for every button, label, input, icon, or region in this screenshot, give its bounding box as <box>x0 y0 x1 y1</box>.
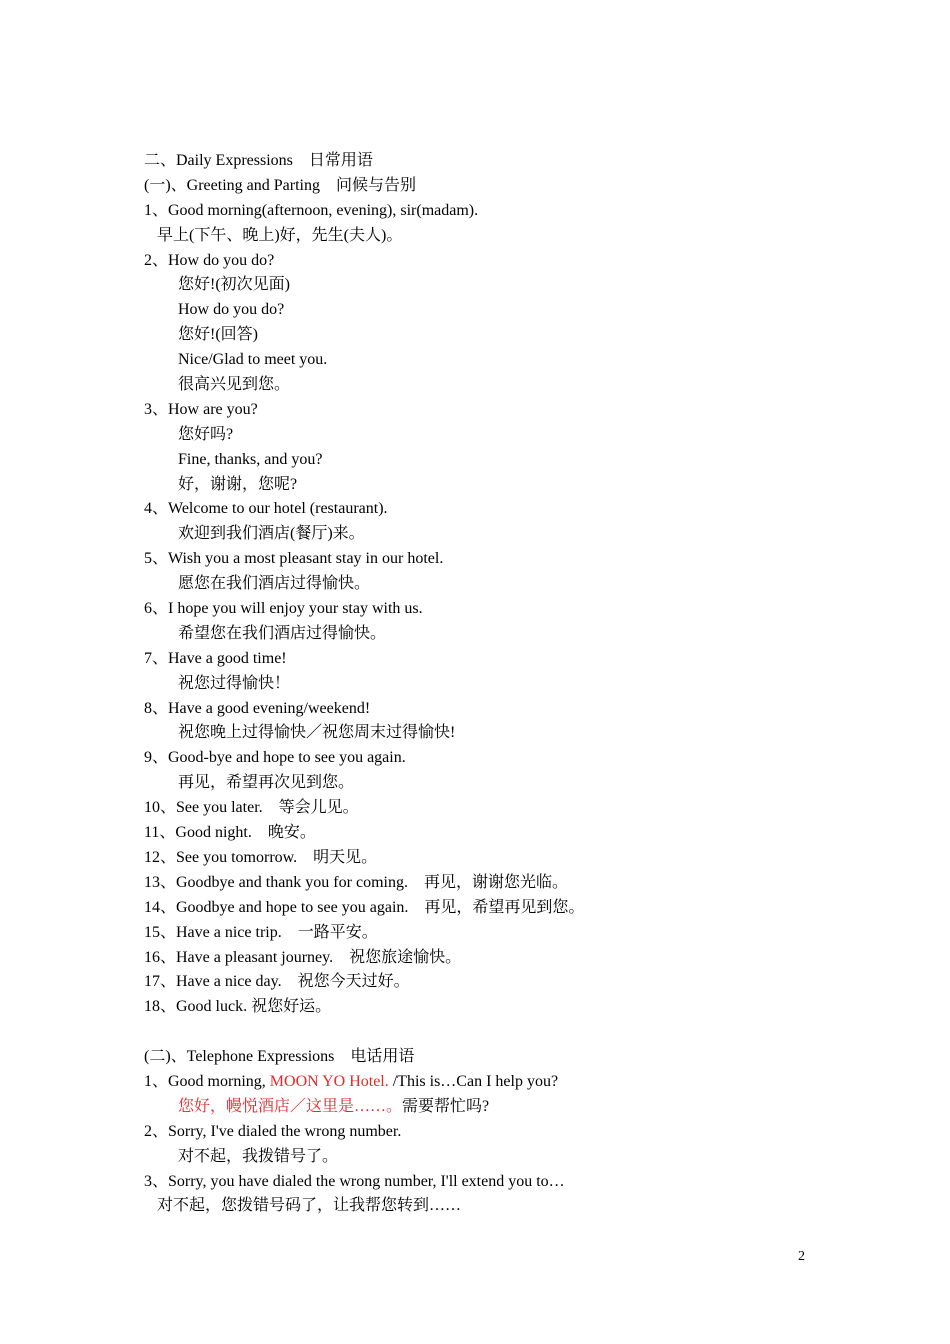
greeting-suffix: /This is…Can I help you? <box>388 1072 559 1090</box>
expression-chinese: 您好吗? <box>178 425 234 443</box>
subsection-heading: (一)、Greeting and Parting 问候与告别 <box>144 176 416 194</box>
expression-chinese: 您好!(回答) <box>178 326 258 344</box>
expression-chinese: 祝您晚上过得愉快／祝您周末过得愉快! <box>178 724 456 742</box>
expression-chinese: 您好!(初次见面) <box>178 276 290 294</box>
expression-english: 3、How are you? <box>144 400 258 418</box>
expression-line: 11、Good night. 晚安。 <box>144 824 316 842</box>
expression-english: 2、How do you do? <box>144 251 275 269</box>
expression-line: 12、See you tomorrow. 明天见。 <box>144 848 378 866</box>
expression-chinese: 欢迎到我们酒店(餐厅)来。 <box>178 525 365 543</box>
expression-line: 13、Goodbye and thank you for coming. 再见，谢谢您光临。 <box>144 873 568 891</box>
expression-chinese: 很高兴见到您。 <box>178 376 291 394</box>
expression-english: 2、Sorry, I've dialed the wrong number. <box>144 1122 402 1140</box>
blank-line <box>144 1020 824 1045</box>
expression-english: 1、Good morning(afternoon, evening), sir(madam). <box>144 201 479 219</box>
section-heading: 二、Daily Expressions 日常用语 <box>144 152 373 169</box>
expression-english: 3、Sorry, you have dialed the wrong number, I'll extend you to… <box>144 1172 565 1190</box>
expression-chinese: 祝您过得愉快！ <box>178 674 291 692</box>
expression-chinese: 早上(下午、晚上)好，先生(夫人)。 <box>157 226 403 244</box>
expression-chinese: 愿您在我们酒店过得愉快。 <box>178 575 371 593</box>
greeting-prefix: 1、Good morning, <box>144 1072 270 1090</box>
expression-line: 15、Have a nice trip. 一路平安。 <box>144 923 378 941</box>
document-body <box>144 149 824 1219</box>
expression-chinese: 对不起，我拨错号了。 <box>178 1147 339 1165</box>
expression-english: 7、Have a good time! <box>144 649 287 667</box>
greeting-chinese-highlight: 您好，幔悦酒店／这里是……。 <box>178 1097 403 1115</box>
page-number: 2 <box>798 1249 805 1264</box>
expression-line: 18、Good luck. 祝您好运。 <box>144 998 332 1016</box>
telephone-greeting-chinese <box>144 1095 824 1120</box>
expression-chinese: 好，谢谢，您呢? <box>178 475 298 493</box>
greeting-chinese-rest: 需要帮忙吗? <box>402 1097 490 1115</box>
hotel-name: MOON YO Hotel. <box>269 1072 389 1090</box>
expression-english: How do you do? <box>178 301 285 319</box>
expression-english: Fine, thanks, and you? <box>178 450 323 468</box>
telephone-greeting-english <box>144 1070 824 1095</box>
expression-english: 5、Wish you a most pleasant stay in our hotel. <box>144 550 444 568</box>
expression-english: 8、Have a good evening/weekend! <box>144 699 371 717</box>
expression-english: 9、Good-bye and hope to see you again. <box>144 749 406 767</box>
subsection-heading: (二)、Telephone Expressions 电话用语 <box>144 1048 415 1066</box>
expression-line: 16、Have a pleasant journey. 祝您旅途愉快。 <box>144 948 462 966</box>
expression-english: 4、Welcome to our hotel (restaurant). <box>144 500 388 518</box>
expression-chinese: 希望您在我们酒店过得愉快。 <box>178 624 387 642</box>
expression-line: 10、See you later. 等会儿见。 <box>144 799 359 817</box>
expression-chinese: 再见，希望再次见到您。 <box>178 774 355 792</box>
expression-line: 17、Have a nice day. 祝您今天过好。 <box>144 973 410 991</box>
expression-chinese: 对不起，您拨错号码了，让我帮您转到…… <box>157 1197 462 1215</box>
expression-english: 6、I hope you will enjoy your stay with us. <box>144 600 423 618</box>
expression-english: Nice/Glad to meet you. <box>178 351 328 369</box>
expression-line: 14、Goodbye and hope to see you again. 再见，希望再见到您。 <box>144 898 585 916</box>
